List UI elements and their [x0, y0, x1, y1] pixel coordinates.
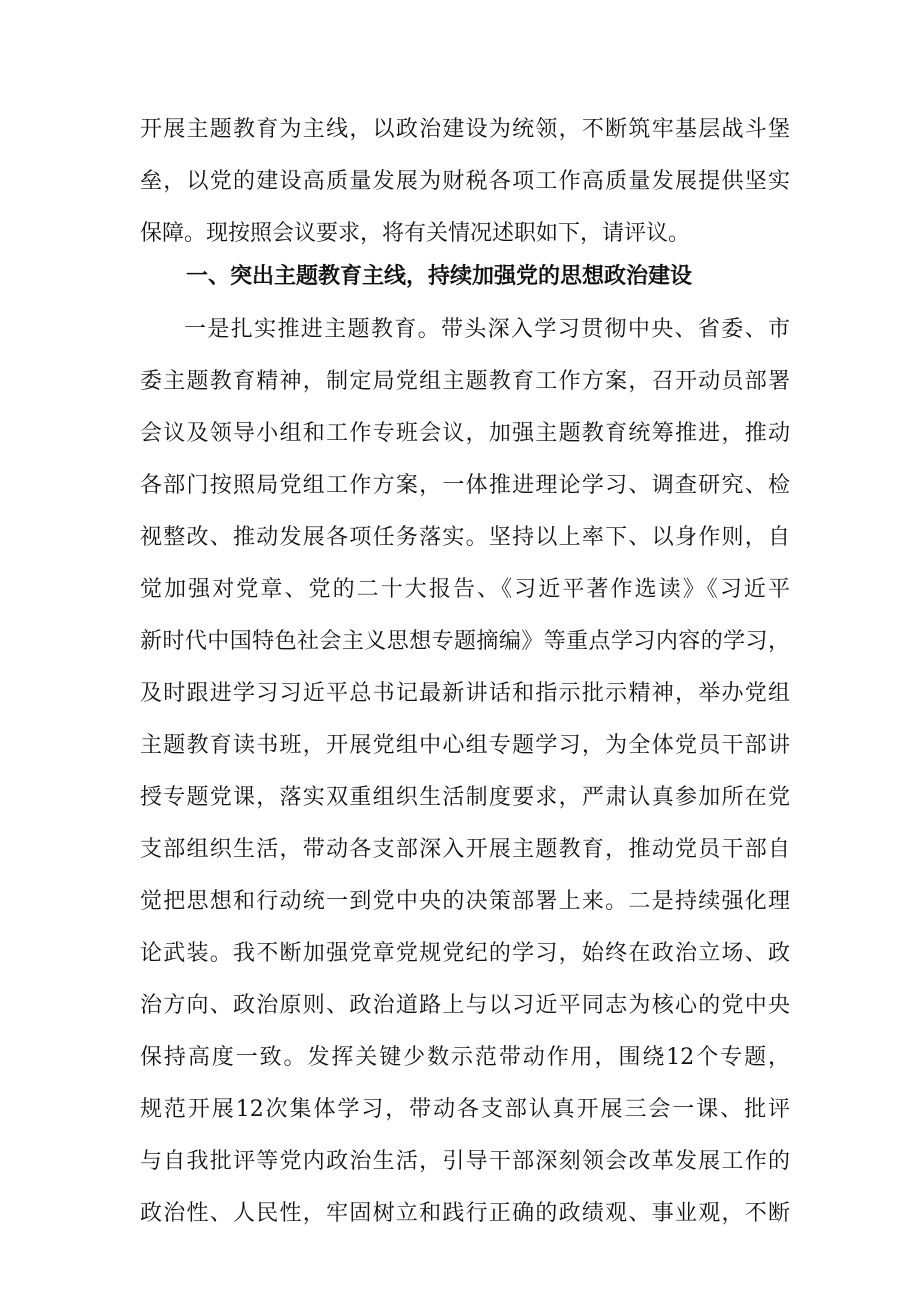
body-line: 政治性、人民性，牢固树立和践行正确的政绩观、事业观，不断	[140, 1201, 790, 1226]
body-line: 新时代中国特色社会主义思想专题摘编》等重点学习内容的学习，	[140, 629, 790, 654]
body-line: 论武装。我不断加强党章党规党纪的学习，始终在政治立场、政	[140, 941, 790, 966]
body-line: 治方向、政治原则、政治道路上与以习近平同志为核心的党中央	[140, 993, 790, 1018]
body-line: 主题教育读书班，开展党组中心组专题学习，为全体党员干部讲	[140, 733, 790, 758]
body-line: 保持高度一致。发挥关键少数示范带动作用，围绕12个专题，	[140, 1045, 790, 1070]
body-line: 及时跟进学习习近平总书记最新讲话和指示批示精神，举办党组	[140, 681, 790, 706]
body-line: 一是扎实推进主题教育。带头深入学习贯彻中央、省委、市	[184, 317, 790, 342]
body-line: 视整改、推动发展各项任务落实。坚持以上率下、以身作则，自	[140, 525, 790, 550]
intro-paragraph	[140, 104, 790, 260]
intro-line: 保障。现按照会议要求，将有关情况述职如下，请评议。	[140, 221, 691, 246]
body-line: 委主题教育精神，制定局党组主题教育工作方案，召开动员部署	[140, 369, 790, 394]
body-line: 觉加强对党章、党的二十大报告、《习近平著作选读》《习近平	[140, 577, 790, 602]
body-line: 各部门按照局党组工作方案，一体推进理论学习、调查研究、检	[140, 473, 790, 498]
body-line: 授专题党课，落实双重组织生活制度要求，严肃认真参加所在党	[140, 785, 790, 810]
body-paragraph	[140, 304, 790, 1240]
body-line: 觉把思想和行动统一到党中央的决策部署上来。二是持续强化理	[140, 889, 790, 914]
section-heading: 一、突出主题教育主线，持续加强党的思想政治建设	[186, 264, 693, 289]
body-line: 与自我批评等党内政治生活，引导干部深刻领会改革发展工作的	[140, 1149, 790, 1174]
body-line: 规范开展12次集体学习，带动各支部认真开展三会一课、批评	[140, 1097, 790, 1122]
body-line: 支部组织生活，带动各支部深入开展主题教育，推动党员干部自	[140, 837, 790, 862]
intro-line: 开展主题教育为主线，以政治建设为统领，不断筑牢基层战斗堡	[140, 117, 790, 142]
intro-line: 垒，以党的建设高质量发展为财税各项工作高质量发展提供坚实	[140, 169, 790, 194]
body-line: 会议及领导小组和工作专班会议，加强主题教育统筹推进，推动	[140, 421, 790, 446]
